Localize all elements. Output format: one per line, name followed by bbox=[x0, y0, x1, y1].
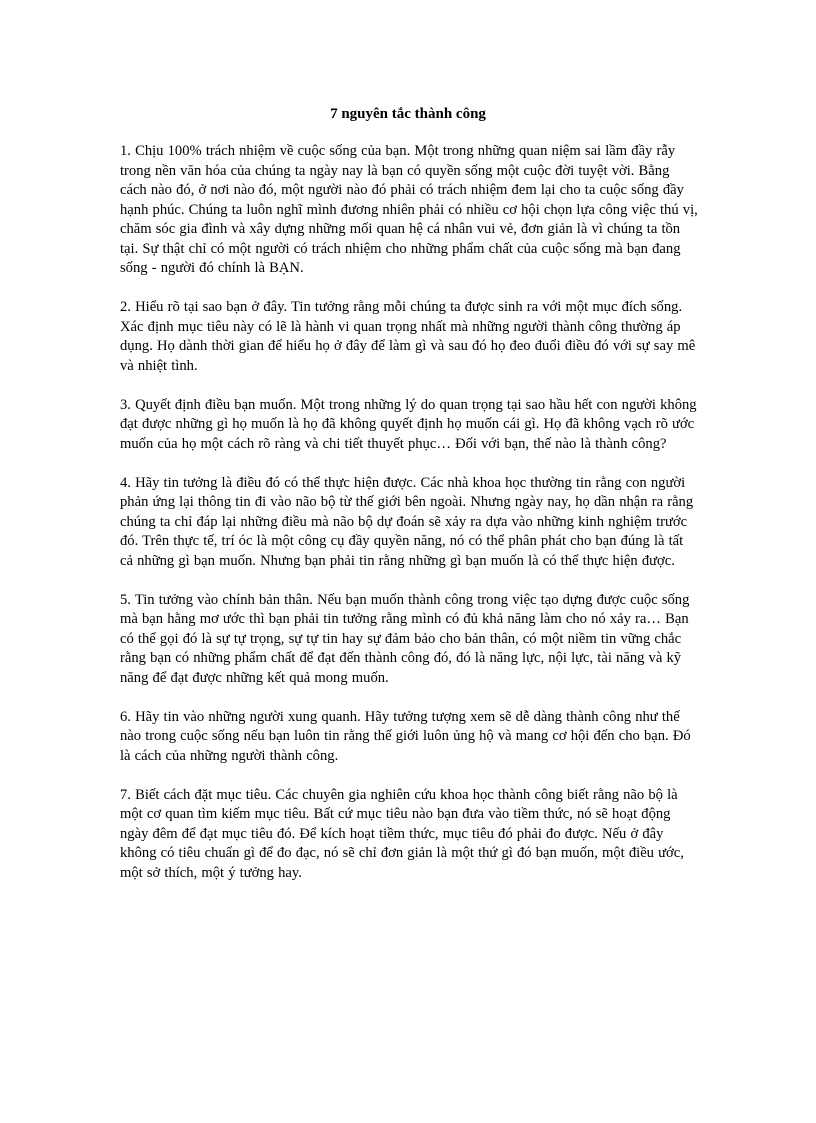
paragraph-1: 1. Chịu 100% trách nhiệm về cuộc sống của bạn. Một trong những quan niệm sai lầm đầy rẫy trong nền văn hóa của chúng ta ngày nay là bạn có quyền sống một cuộc đời tuyệt vời. Bằng cách nào đó, ở nơi nào đó, một người nào đó phải có trách nhiệm đem lại cho ta cuộc sống đầy hạnh phúc. Chúng ta luôn nghĩ mình đương nhiên phải có nhiều cơ hội chọn lựa công việc thú vị, chăm sóc gia đình và xây dựng những mối quan hệ cá nhân vui vẻ, đơn giản là vì chúng ta tồn tại. Sự thật chỉ có một người có trách nhiệm cho những phẩm chất của cuộc sống mà bạn đang sống - người đó chính là BẠN. bbox=[120, 143, 698, 276]
paragraph-4: 4. Hãy tin tưởng là điều đó có thể thực hiện được. Các nhà khoa học thường tin rằng con người phản ứng lại thông tin đi vào não bộ từ thế giới bên ngoài. Nhưng ngày nay, họ dần nhận ra rằng chúng ta chỉ đáp lại những điều mà não bộ dự đoán sẽ xảy ra dựa vào những kinh nghiệm trước đó. Trên thực tế, trí óc là một công cụ đầy quyền năng, nó có thể phân phát cho bạn đúng là tất cả những gì bạn muốn. Nhưng bạn phải tin rằng những gì bạn muốn là có thể thực hiện được. bbox=[120, 474, 694, 569]
page-title: 7 nguyên tắc thành công bbox=[330, 106, 486, 122]
paragraph-2: 2. Hiểu rõ tại sao bạn ở đây. Tin tưởng rằng mỗi chúng ta được sinh ra với một mục đích sống. Xác định mục tiêu này có lẽ là hành vi quan trọng nhất mà những người thành công thường áp dụng. Họ dành thời gian để hiểu họ ở đây để làm gì và sau đó họ đeo đuổi điều đó với sự say mê và nhiệt tình. bbox=[120, 299, 696, 374]
document-body bbox=[120, 142, 698, 903]
paragraph-5: 5. Tin tưởng vào chính bản thân. Nếu bạn muốn thành công trong việc tạo dựng được cuộc sống mà bạn hằng mơ ước thì bạn phải tin tưởng rằng mình có đủ khả năng làm cho nó xảy ra… Bạn có thể gọi đó là sự tự trọng, sự tự tin hay sự đảm bảo cho bản thân, có một niềm tin vững chắc rằng bạn có những phẩm chất để đạt đến thành công đó, đó là năng lực, nội lực, tài năng và kỹ năng để đạt được những kết quả mong muốn. bbox=[120, 591, 690, 686]
paragraph-7: 7. Biết cách đặt mục tiêu. Các chuyên gia nghiên cứu khoa học thành công biết rằng não bộ là một cơ quan tìm kiếm mục tiêu. Bất cứ mục tiêu nào bạn đưa vào tiềm thức, nó sẽ hoạt động ngày đêm để đạt mục tiêu đó. Để kích hoạt tiềm thức, mục tiêu đó phải đo được. Nếu ở đây không có tiêu chuẩn gì để đo đạc, nó sẽ chỉ đơn giản là một thứ gì đó bạn muốn, một điều ước, một sở thích, một ý tưởng hay. bbox=[120, 786, 684, 881]
paragraph-3: 3. Quyết định điều bạn muốn. Một trong những lý do quan trọng tại sao hầu hết con người không đạt được những gì họ muốn là họ đã không quyết định họ muốn cái gì. Họ đã không vạch rõ ước muốn của họ một cách rõ ràng và chi tiết thuyết phục… Đối với bạn, thế nào là thành công? bbox=[120, 396, 697, 452]
paragraph-6: 6. Hãy tin vào những người xung quanh. Hãy tưởng tượng xem sẽ dễ dàng thành công như thế nào trong cuộc sống nếu bạn luôn tin rằng thế giới luôn ủng hộ và mang cơ hội đến cho bạn. Đó là cách của những người thành công. bbox=[120, 708, 691, 764]
